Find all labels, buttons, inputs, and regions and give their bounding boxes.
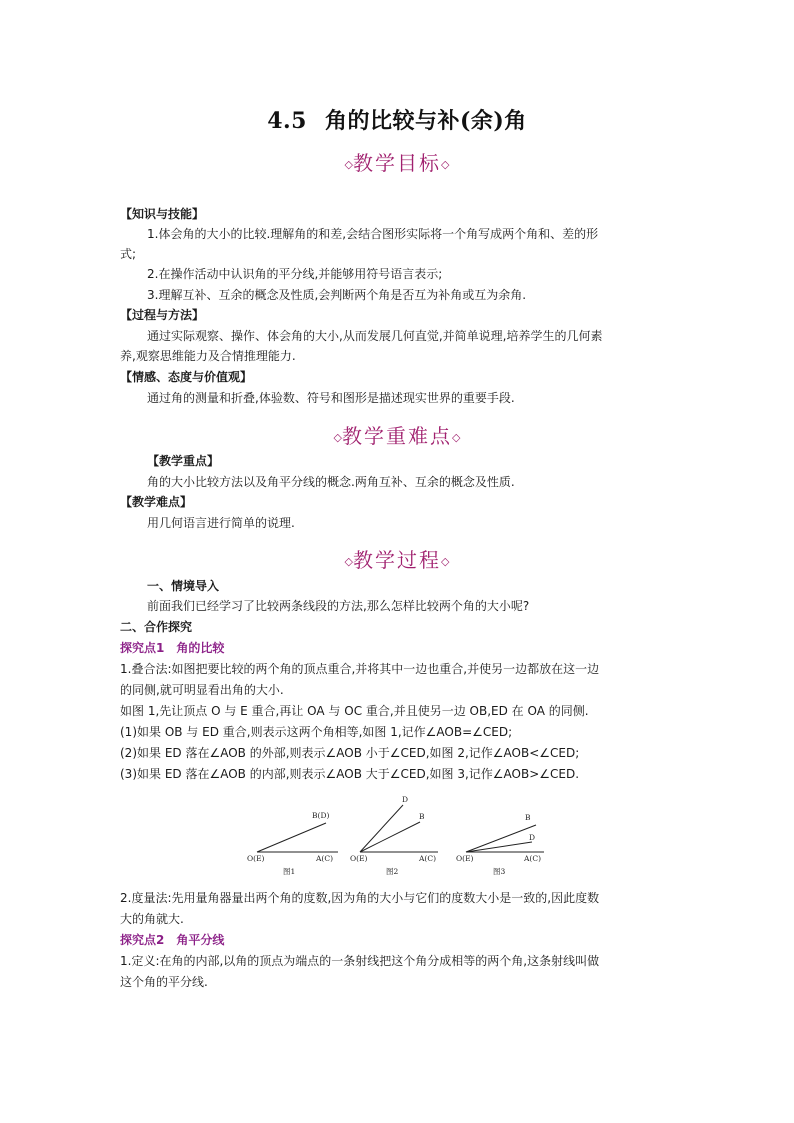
- process-method-heading: 【过程与方法】: [120, 308, 205, 322]
- definition-text: 1.定义:在角的内部,以角的顶点为端点的一条射线把这个角分成相等的两个角,这条射线叫做: [120, 954, 600, 968]
- difficulty-text: 用几何语言进行简单的说理.: [147, 516, 295, 530]
- fig3-ray-d-label: D: [529, 833, 536, 842]
- section-1-heading: 一、情境导入: [147, 579, 220, 593]
- knowledge-item-3: 3.理解互补、互余的概念及性质,会判断两个角是否互为补角或互为余角.: [147, 288, 527, 302]
- fig3-ray-b-label: B: [525, 813, 531, 822]
- focus-heading: 【教学重点】: [147, 454, 220, 468]
- method-2-text: 2.度量法:先用量角器量出两个角的度数,因为角的大小与它们的度数大小是一致的,因此度数: [120, 891, 600, 905]
- fig1-ray-ob: [257, 823, 326, 852]
- objectives-heading: 教学目标: [353, 151, 441, 175]
- knowledge-item-2: 2.在操作活动中认识角的平分线,并能够用符号语言表示;: [147, 267, 443, 281]
- fig3-caption: 图3: [493, 867, 506, 876]
- method-1-text-cont: 的同侧,就可明显看出角的大小.: [120, 683, 284, 697]
- fig3-origin-label: O(E): [456, 854, 474, 863]
- fig1-caption: 图1: [283, 867, 296, 876]
- knowledge-item-1-cont: 式;: [120, 247, 137, 261]
- fig2-ray-ed: [360, 805, 403, 852]
- process-method-text-cont: 养,观察思维能力及合情推理能力.: [120, 349, 296, 363]
- fig1-end-label: A(C): [316, 854, 334, 863]
- attitude-heading: 【情感、态度与价值观】: [120, 370, 253, 384]
- fig2-end-label: A(C): [419, 854, 437, 863]
- key-points-heading: 教学重难点: [342, 424, 452, 448]
- attitude-text: 通过角的测量和折叠,体验数、符号和图形是描述现实世界的重要手段.: [147, 391, 515, 405]
- fig3-ray-ob: [466, 825, 536, 852]
- section-2-heading: 二、合作探究: [120, 620, 193, 634]
- example-text: 如图 1,先让顶点 O 与 E 重合,再让 OA 与 OC 重合,并且使另一边 OB,ED 在 OA 的同侧.: [120, 704, 589, 718]
- diamond-icon: ◇: [441, 555, 450, 568]
- topic-1-heading: 探究点1 角的比较: [120, 641, 225, 655]
- difficulty-heading: 【教学难点】: [120, 495, 193, 509]
- fig3-end-label: A(C): [524, 854, 542, 863]
- knowledge-item-1: 1.体会角的大小的比较.理解角的和差,会结合图形实际将一个角写成两个角和、差的形: [147, 227, 599, 241]
- definition-text-cont: 这个角的平分线.: [120, 975, 208, 989]
- fig2-ray-b-label: B: [419, 812, 425, 821]
- fig1-origin-label: O(E): [247, 854, 265, 863]
- section-1-text: 前面我们已经学习了比较两条线段的方法,那么怎样比较两个角的大小呢?: [147, 599, 530, 613]
- diamond-icon: ◇: [344, 555, 353, 568]
- fig2-ray-ob: [360, 822, 420, 852]
- case-2-text: (2)如果 ED 落在∠AOB 的外部,则表示∠AOB 小于∠CED,如图 2,记作∠AOB<∠CED;: [120, 746, 580, 760]
- fig2-caption: 图2: [386, 867, 399, 876]
- lesson-name: 角的比较与补(余)角: [324, 108, 527, 134]
- lesson-title: [0, 104, 794, 135]
- case-1-text: (1)如果 OB 与 ED 重合,则表示这两个角相等,如图 1,记作∠AOB=∠CED;: [120, 725, 513, 739]
- process-heading: 教学过程: [353, 548, 441, 572]
- knowledge-heading: 【知识与技能】: [120, 207, 205, 221]
- fig2-origin-label: O(E): [350, 854, 368, 863]
- figure-2: [350, 795, 438, 876]
- figure-1: [247, 811, 338, 876]
- case-3-text: (3)如果 ED 落在∠AOB 的内部,则表示∠AOB 大于∠CED,如图 3,记作∠AOB>∠CED.: [120, 767, 580, 781]
- fig3-ray-ed: [466, 842, 532, 852]
- diamond-icon: ◇: [344, 158, 353, 171]
- fig1-ray-label: B(D): [312, 811, 330, 820]
- process-method-text: 通过实际观察、操作、体会角的大小,从而发展几何直觉,并简单说理,培养学生的几何素: [147, 329, 603, 343]
- process-banner: [0, 544, 794, 573]
- objectives-banner: [0, 147, 794, 176]
- diamond-icon: ◇: [441, 158, 450, 171]
- key-points-banner: [0, 420, 794, 449]
- diamond-icon: ◇: [452, 431, 461, 444]
- lesson-number: 4.5: [267, 108, 307, 134]
- fig2-ray-d-label: D: [402, 795, 409, 804]
- method-1-text: 1.叠合法:如图把要比较的两个角的顶点重合,并将其中一边也重合,并使另一边都放在这一边: [120, 662, 600, 676]
- diamond-icon: ◇: [333, 431, 342, 444]
- angle-comparison-figures: [240, 790, 560, 878]
- method-2-text-cont: 大的角就大.: [120, 912, 184, 926]
- figure-3: [456, 813, 544, 876]
- topic-2-heading: 探究点2 角平分线: [120, 933, 225, 947]
- focus-text: 角的大小比较方法以及角平分线的概念.两角互补、互余的概念及性质.: [147, 475, 515, 489]
